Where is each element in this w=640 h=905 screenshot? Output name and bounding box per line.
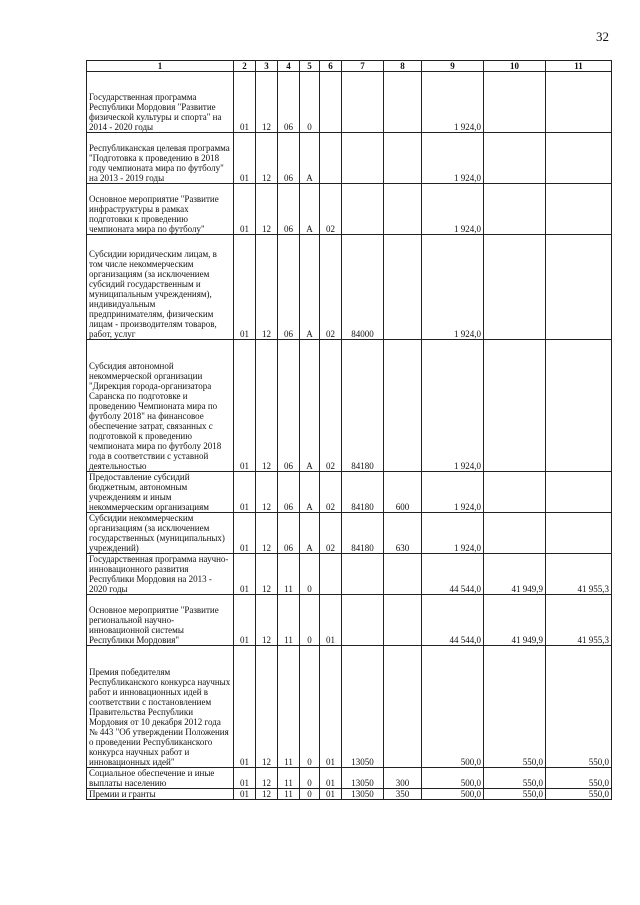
cell-c7 — [342, 554, 384, 595]
cell-c3: 12 — [256, 235, 278, 340]
cell-c9: 1 924,0 — [422, 513, 484, 554]
cell-c2: 01 — [234, 768, 256, 789]
cell-c10 — [484, 472, 546, 513]
table-row — [87, 72, 612, 133]
cell-c9: 1 924,0 — [422, 340, 484, 472]
table-row — [87, 595, 612, 646]
cell-c4: 06 — [278, 513, 300, 554]
cell-c11 — [546, 513, 612, 554]
cell-c7: 84180 — [342, 340, 384, 472]
cell-c5: 0 — [300, 646, 320, 768]
cell-c9: 1 924,0 — [422, 133, 484, 184]
cell-c8: 630 — [384, 513, 422, 554]
cell-c2: 01 — [234, 184, 256, 235]
cell-c11 — [546, 472, 612, 513]
table-row — [87, 133, 612, 184]
cell-c4: 11 — [278, 595, 300, 646]
cell-c5: 0 — [300, 789, 320, 800]
cell-c8 — [384, 646, 422, 768]
cell-c8 — [384, 72, 422, 133]
table-row — [87, 554, 612, 595]
row-name: Государственная программа научно-инновационного развития Республики Мордовия на 2013 - 2020 годы — [87, 554, 234, 595]
cell-c8: 350 — [384, 789, 422, 800]
cell-c11: 550,0 — [546, 789, 612, 800]
cell-c10 — [484, 513, 546, 554]
cell-c7: 13050 — [342, 768, 384, 789]
header-col-5: 5 — [300, 61, 320, 72]
cell-c3: 12 — [256, 513, 278, 554]
cell-c7 — [342, 133, 384, 184]
cell-c4: 11 — [278, 646, 300, 768]
cell-c7 — [342, 595, 384, 646]
cell-c4: 11 — [278, 554, 300, 595]
header-col-8: 8 — [384, 61, 422, 72]
cell-c3: 12 — [256, 768, 278, 789]
cell-c2: 01 — [234, 789, 256, 800]
cell-c10: 550,0 — [484, 768, 546, 789]
cell-c5: 0 — [300, 72, 320, 133]
cell-c9: 1 924,0 — [422, 72, 484, 133]
cell-c3: 12 — [256, 789, 278, 800]
header-col-10: 10 — [484, 61, 546, 72]
cell-c10: 550,0 — [484, 789, 546, 800]
cell-c6 — [320, 72, 342, 133]
cell-c6: 01 — [320, 646, 342, 768]
cell-c8 — [384, 340, 422, 472]
row-name: Премия победителям Республиканского конкурса научных работ и инновационных идей в соответствии с постановлением Правительства Республики Мордовия от 10 декабря 2012 года № 443 "Об утверждении Положения о проведении Республиканского конкурса научных работ и инновационных идей" — [87, 646, 234, 768]
cell-c9: 500,0 — [422, 789, 484, 800]
cell-c8 — [384, 554, 422, 595]
row-name: Социальное обеспечение и иные выплаты населению — [87, 768, 234, 789]
table-row — [87, 646, 612, 768]
cell-c8 — [384, 184, 422, 235]
cell-c4: 06 — [278, 340, 300, 472]
cell-c2: 01 — [234, 595, 256, 646]
cell-c2: 01 — [234, 646, 256, 768]
row-name: Субсидии некоммерческим организациям (за исключением государственных (муниципальных) учреждений) — [87, 513, 234, 554]
cell-c10 — [484, 340, 546, 472]
cell-c5: 0 — [300, 768, 320, 789]
cell-c11 — [546, 72, 612, 133]
table-row — [87, 340, 612, 472]
cell-c11: 41 955,3 — [546, 554, 612, 595]
cell-c7: 84000 — [342, 235, 384, 340]
table-row — [87, 513, 612, 554]
cell-c4: 06 — [278, 472, 300, 513]
header-col-1: 1 — [87, 61, 234, 72]
cell-c2: 01 — [234, 133, 256, 184]
cell-c6: 01 — [320, 768, 342, 789]
cell-c4: 06 — [278, 184, 300, 235]
cell-c6: 02 — [320, 513, 342, 554]
row-name: Субсидия автономной некоммерческой организации "Дирекция города-организатора Саранска по подготовке и проведению Чемпионата мира по футболу 2018" на финансовое обеспечение затрат, связанных с подготовкой к проведению чемпионата мира по футболу 2018 года в соответствии с уставной деятельностью — [87, 340, 234, 472]
cell-c5: А — [300, 340, 320, 472]
cell-c10: 41 949,9 — [484, 595, 546, 646]
cell-c9: 44 544,0 — [422, 595, 484, 646]
header-col-3: 3 — [256, 61, 278, 72]
cell-c2: 01 — [234, 72, 256, 133]
table-row — [87, 768, 612, 789]
header-col-9: 9 — [422, 61, 484, 72]
cell-c11: 41 955,3 — [546, 595, 612, 646]
row-name: Республиканская целевая программа "Подготовка к проведению в 2018 году чемпионата мира по футболу" на 2013 - 2019 годы — [87, 133, 234, 184]
cell-c3: 12 — [256, 595, 278, 646]
header-col-2: 2 — [234, 61, 256, 72]
cell-c11 — [546, 235, 612, 340]
cell-c9: 44 544,0 — [422, 554, 484, 595]
header-col-7: 7 — [342, 61, 384, 72]
cell-c9: 1 924,0 — [422, 235, 484, 340]
cell-c4: 06 — [278, 133, 300, 184]
cell-c6 — [320, 133, 342, 184]
cell-c6 — [320, 554, 342, 595]
table-row — [87, 235, 612, 340]
cell-c8 — [384, 595, 422, 646]
table-row — [87, 184, 612, 235]
page-number: 32 — [596, 29, 609, 44]
cell-c6: 02 — [320, 472, 342, 513]
cell-c3: 12 — [256, 72, 278, 133]
cell-c2: 01 — [234, 513, 256, 554]
cell-c6: 02 — [320, 235, 342, 340]
cell-c5: А — [300, 184, 320, 235]
cell-c6: 01 — [320, 789, 342, 800]
row-name: Государственная программа Республики Мордовия "Развитие физической культуры и спорта" на 2014 - 2020 годы — [87, 72, 234, 133]
cell-c5: А — [300, 133, 320, 184]
cell-c5: А — [300, 472, 320, 513]
cell-c2: 01 — [234, 472, 256, 513]
cell-c4: 11 — [278, 768, 300, 789]
cell-c3: 12 — [256, 340, 278, 472]
header-row — [87, 61, 612, 72]
cell-c4: 11 — [278, 789, 300, 800]
cell-c3: 12 — [256, 646, 278, 768]
header-col-11: 11 — [546, 61, 612, 72]
header-col-6: 6 — [320, 61, 342, 72]
cell-c7: 13050 — [342, 789, 384, 800]
cell-c6: 01 — [320, 595, 342, 646]
cell-c11: 550,0 — [546, 768, 612, 789]
cell-c9: 1 924,0 — [422, 184, 484, 235]
table-row — [87, 472, 612, 513]
cell-c11 — [546, 340, 612, 472]
cell-c11 — [546, 184, 612, 235]
cell-c5: А — [300, 513, 320, 554]
cell-c9: 500,0 — [422, 768, 484, 789]
cell-c9: 1 924,0 — [422, 472, 484, 513]
cell-c10 — [484, 184, 546, 235]
cell-c2: 01 — [234, 340, 256, 472]
cell-c4: 06 — [278, 72, 300, 133]
cell-c11 — [546, 133, 612, 184]
row-name: Основное мероприятие "Развитие инфраструктуры в рамках подготовки к проведению чемпионата мира по футболу" — [87, 184, 234, 235]
row-name: Премии и гранты — [87, 789, 234, 800]
row-name: Субсидии юридическим лицам, в том числе некоммерческим организациям (за исключением субсидий государственным и муниципальным учреждениям), индивидуальным предпринимателям, физическим лицам - производителям товаров, работ, услуг — [87, 235, 234, 340]
cell-c8: 600 — [384, 472, 422, 513]
cell-c6: 02 — [320, 340, 342, 472]
cell-c10: 41 949,9 — [484, 554, 546, 595]
cell-c7: 84180 — [342, 472, 384, 513]
cell-c3: 12 — [256, 472, 278, 513]
cell-c7: 84180 — [342, 513, 384, 554]
cell-c10 — [484, 133, 546, 184]
cell-c3: 12 — [256, 133, 278, 184]
cell-c3: 12 — [256, 554, 278, 595]
cell-c4: 06 — [278, 235, 300, 340]
cell-c8 — [384, 133, 422, 184]
row-name: Основное мероприятие "Развитие региональной научно-инновационной системы Республики Мордовия" — [87, 595, 234, 646]
cell-c2: 01 — [234, 554, 256, 595]
cell-c9: 500,0 — [422, 646, 484, 768]
budget-table — [86, 60, 612, 800]
cell-c2: 01 — [234, 235, 256, 340]
cell-c5: 0 — [300, 554, 320, 595]
cell-c5: 0 — [300, 595, 320, 646]
cell-c10 — [484, 72, 546, 133]
cell-c10 — [484, 235, 546, 340]
cell-c11: 550,0 — [546, 646, 612, 768]
cell-c6: 02 — [320, 184, 342, 235]
cell-c8 — [384, 235, 422, 340]
cell-c8: 300 — [384, 768, 422, 789]
cell-c7: 13050 — [342, 646, 384, 768]
table-row — [87, 789, 612, 800]
cell-c7 — [342, 72, 384, 133]
cell-c7 — [342, 184, 384, 235]
header-col-4: 4 — [278, 61, 300, 72]
cell-c10: 550,0 — [484, 646, 546, 768]
cell-c3: 12 — [256, 184, 278, 235]
row-name: Предоставление субсидий бюджетным, автономным учреждениям и иным некоммерческим организациям — [87, 472, 234, 513]
cell-c5: А — [300, 235, 320, 340]
